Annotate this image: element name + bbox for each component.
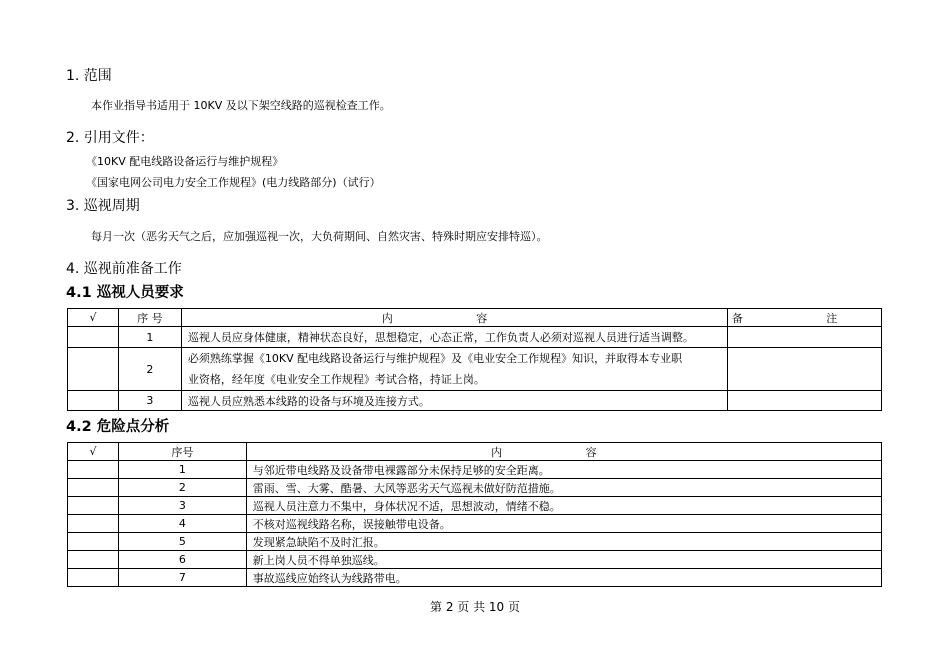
section-cycle-text: 每月一次（恶劣天气之后，应加强巡视一次，大负荷期间、自然灾害、特殊时期应安排特巡）。 <box>91 230 548 243</box>
check-cell[interactable] <box>68 461 119 479</box>
row-content: 雷雨、雪、大雾、酷暑、大风等恶劣天气巡视未做好防范措施。 <box>246 479 881 497</box>
remark-cell[interactable] <box>728 391 882 411</box>
row-content: 巡视人员注意力不集中，身体状况不适，思想波动，情绪不稳。 <box>246 497 881 515</box>
section-refs-heading: 2. 引用文件： <box>66 130 154 146</box>
remark-cell[interactable] <box>728 348 882 391</box>
table-row <box>68 551 882 569</box>
check-cell[interactable] <box>68 551 119 569</box>
check-cell[interactable] <box>68 327 119 348</box>
check-cell[interactable] <box>68 391 119 411</box>
row-content <box>181 348 727 391</box>
row-no: 6 <box>118 551 246 569</box>
check-cell[interactable] <box>68 533 119 551</box>
table-row <box>68 327 882 348</box>
col-header-remark: 备 注 <box>728 309 882 327</box>
table-row <box>68 461 882 479</box>
table-row <box>68 497 882 515</box>
row-content: 巡视人员应身体健康，精神状态良好，思想稳定，心态正常，工作负责人必须对巡视人员进行适当调整。 <box>181 327 727 348</box>
row-no: 5 <box>118 533 246 551</box>
section-scope-text: 本作业指导书适用于 10KV 及以下架空线路的巡视检查工作。 <box>91 99 391 112</box>
col-header-no: 序号 <box>118 443 246 461</box>
check-cell[interactable] <box>68 348 119 391</box>
table-row <box>68 391 882 411</box>
row-content: 不核对巡视线路名称，误接触带电设备。 <box>246 515 881 533</box>
section-scope-heading: 1. 范围 <box>66 68 112 84</box>
row-no: 1 <box>118 461 246 479</box>
col-header-content: 内 容 <box>246 443 881 461</box>
table1-heading: 4.1 巡视人员要求 <box>66 285 184 301</box>
table-row <box>68 515 882 533</box>
page-footer: 第 2 页 共 10 页 <box>430 600 520 614</box>
table-row <box>68 348 882 391</box>
personnel-requirements-table <box>67 308 882 411</box>
row-no: 4 <box>118 515 246 533</box>
row-content-line: 业资格，经年度《电业安全工作规程》考试合格，持证上岗。 <box>187 373 485 386</box>
table-row <box>68 569 882 587</box>
row-no: 1 <box>118 327 181 348</box>
remark-cell[interactable] <box>728 327 882 348</box>
check-cell[interactable] <box>68 497 119 515</box>
row-content-line: 必须熟练掌握《10KV 配电线路设备运行与维护规程》及《电业安全工作规程》知识，并取得本专业职 <box>187 352 683 365</box>
row-no: 3 <box>118 497 246 515</box>
row-content: 发现紧急缺陷不及时汇报。 <box>246 533 881 551</box>
check-cell[interactable] <box>68 479 119 497</box>
row-content: 事故巡线应始终认为线路带电。 <box>246 569 881 587</box>
row-content: 新上岗人员不得单独巡线。 <box>246 551 881 569</box>
ref-item: 《国家电网公司电力安全工作规程》(电力线路部分)（试行） <box>86 176 381 189</box>
hazard-analysis-table <box>67 442 882 587</box>
row-content: 巡视人员应熟悉本线路的设备与环境及连接方式。 <box>181 391 727 411</box>
row-no: 7 <box>118 569 246 587</box>
col-header-check: √ <box>68 309 119 327</box>
row-no: 2 <box>118 348 181 391</box>
table2-heading: 4.2 危险点分析 <box>66 419 170 435</box>
col-header-content: 内 容 <box>181 309 727 327</box>
col-header-no: 序 号 <box>118 309 181 327</box>
row-no: 2 <box>118 479 246 497</box>
ref-item: 《10KV 配电线路设备运行与维护规程》 <box>86 155 284 168</box>
check-cell[interactable] <box>68 569 119 587</box>
table-row <box>68 479 882 497</box>
section-cycle-heading: 3. 巡视周期 <box>66 198 140 214</box>
section-prep-heading: 4. 巡视前准备工作 <box>66 261 182 277</box>
col-header-check: √ <box>68 443 119 461</box>
table-row <box>68 533 882 551</box>
row-no: 3 <box>118 391 181 411</box>
check-cell[interactable] <box>68 515 119 533</box>
row-content: 与邻近带电线路及设备带电裸露部分未保持足够的安全距离。 <box>246 461 881 479</box>
